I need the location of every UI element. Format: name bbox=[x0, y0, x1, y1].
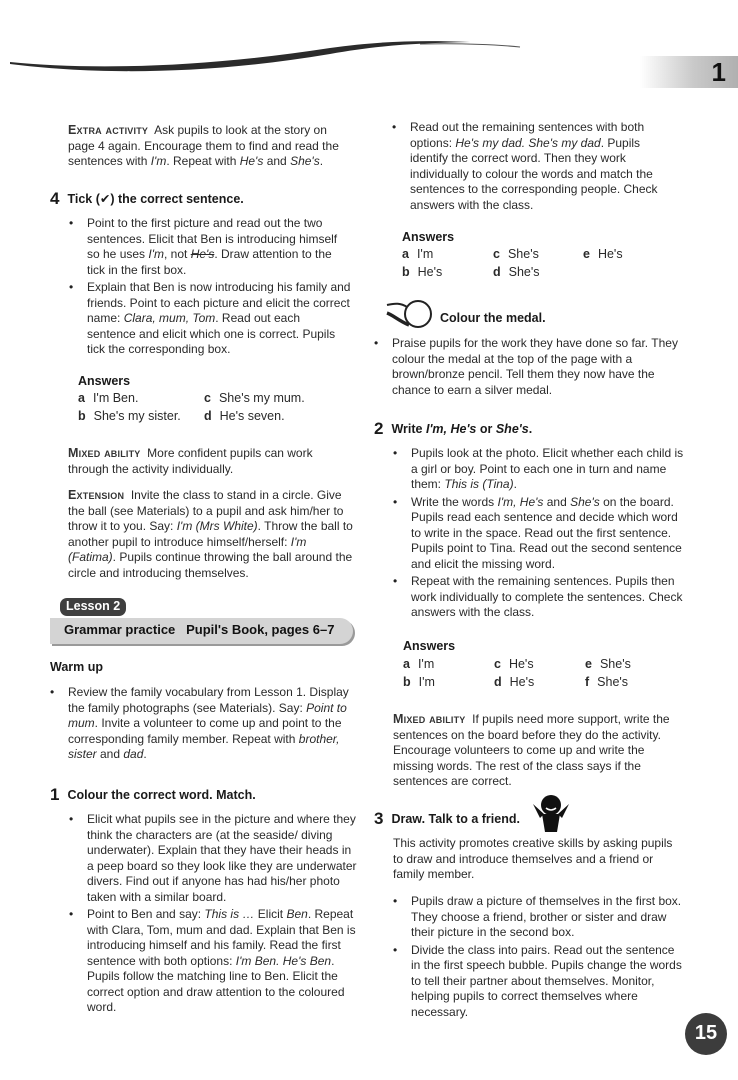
page-number: 15 bbox=[685, 1013, 727, 1055]
bullet-text: Review the family vocabulary from Lesson 1. Display the family photographs (see Materials). Say: bbox=[68, 685, 349, 715]
section-title: Colour the correct word. Match. bbox=[67, 788, 256, 802]
answer-item bbox=[402, 247, 433, 263]
bullet-text: Praise pupils for the work they have done so far. They colour the medal at the top of the page with a brown/bronze pencil. Tell them they now have the chance to earn a silver medal. bbox=[392, 336, 678, 397]
answer-letter: b bbox=[403, 675, 411, 689]
answer-item bbox=[403, 657, 434, 673]
answer-letter: b bbox=[78, 409, 86, 423]
bullet-text: Elicit bbox=[254, 907, 287, 921]
answer-text: He's bbox=[417, 265, 443, 279]
bullet-text: Elicit what pupils see in the picture and where they think the characters are (at the seaside/ diving underwater). Explain that they have their heads in a peep board so they look like they are underwater divers. Find out if anyone has had his/her photo taken with a similar board. bbox=[87, 812, 357, 904]
warm-up-heading: Warm up bbox=[50, 660, 104, 674]
answer-letter: d bbox=[494, 675, 502, 689]
answer-letter: a bbox=[403, 657, 410, 671]
bullet-text: , not bbox=[164, 247, 191, 261]
bullet-text: . Invite a volunteer to come up and point to the corresponding family member. Repeat with bbox=[68, 716, 342, 746]
answer-item bbox=[78, 391, 138, 407]
medal-bullets bbox=[392, 336, 682, 398]
section-title: Tick (✔) the correct sentence. bbox=[67, 192, 244, 206]
answer-text: He's bbox=[597, 247, 623, 261]
bullet-text: . bbox=[143, 747, 147, 761]
bullet-text: Pupils look at the photo. Elicit whether each child is a girl or boy. Point to each one in turn and name them: bbox=[411, 446, 684, 491]
bullet-text: Point to the first picture and read out the two sentences. Elicit that Ben is introducing himself so he uses bbox=[87, 216, 338, 261]
bullet-em: brother, sister bbox=[68, 731, 340, 761]
lesson-badge: Lesson 2 bbox=[60, 598, 126, 616]
answer-item bbox=[494, 657, 534, 673]
bullet-text: . Pupils follow the matching line to Ben. Elicit the correct option and draw attention to the coloured word. bbox=[87, 953, 345, 1014]
answer-item bbox=[493, 265, 540, 281]
list-item bbox=[68, 685, 358, 763]
bullet-em: This is … bbox=[204, 907, 255, 921]
extra-activity-text: and bbox=[263, 154, 291, 168]
chapter-number: 1 bbox=[711, 57, 726, 87]
bullet-text: . Draw attention to the tick in the first box. bbox=[87, 247, 332, 277]
answer-letter: c bbox=[493, 247, 500, 261]
bullet-em: I'm bbox=[148, 247, 164, 261]
section-4-bullets bbox=[87, 216, 352, 358]
extra-activity-text: Ask pupils to look at the story on page 4 again. Encourage them to find and read the sentences with bbox=[68, 123, 339, 168]
section-title: Draw. Talk to a friend. bbox=[391, 812, 520, 826]
section-number: 2 bbox=[374, 419, 384, 438]
list-item bbox=[411, 894, 683, 941]
answer-item bbox=[402, 265, 442, 281]
answer-text: I'm bbox=[418, 675, 435, 689]
section-1-bullets bbox=[87, 812, 357, 1016]
answer-item bbox=[585, 657, 631, 673]
answer-text: She's my sister. bbox=[93, 409, 181, 423]
section-3-heading bbox=[374, 810, 520, 828]
section-1-heading bbox=[50, 786, 256, 804]
section-title-em: I'm, He's bbox=[425, 422, 477, 436]
bullet-text: . Repeat with Clara, Tom, mum and dad. Explain that Ben is introducing himself and his family. Read the first sentence with both options: bbox=[87, 907, 356, 968]
extension-em: I'm (Mrs White) bbox=[176, 519, 258, 533]
extension-note bbox=[68, 488, 353, 581]
lesson-title: Grammar practice Pupil's Book, pages 6–7 bbox=[64, 622, 335, 637]
bullet-text: . Read out each sentence and elicit which one is correct. Pupils tick the corresponding box. bbox=[87, 311, 336, 356]
answer-text: I'm Ben. bbox=[92, 391, 139, 405]
bullet-text: Write the words bbox=[411, 494, 498, 509]
answer-text: He's bbox=[509, 675, 535, 689]
answer-letter: a bbox=[402, 247, 409, 261]
answer-letter: f bbox=[585, 675, 590, 689]
extra-activity-text: . bbox=[319, 154, 324, 168]
extension-text: Invite the class to stand in a circle. Give the ball (see Materials) to a pupil and ask him/her to throw it to you. Say: bbox=[68, 488, 344, 533]
bullet-text: Point to Ben and say: bbox=[87, 907, 205, 921]
bullet-em: Ben bbox=[286, 907, 308, 921]
bullet-em: This is (Tina) bbox=[444, 477, 514, 491]
answer-text: She's bbox=[507, 247, 539, 261]
extra-activity-note bbox=[68, 123, 353, 170]
answers-title: Answers bbox=[402, 230, 455, 244]
bullet-em: Clara, mum, Tom bbox=[123, 311, 216, 325]
chapter-tab bbox=[640, 56, 738, 88]
bullet-em: I'm, He's bbox=[497, 494, 544, 509]
section-number: 3 bbox=[374, 809, 384, 828]
section-3-intro-text: This activity promotes creative skills by asking pupils to draw and introduce themselves and a friend or family member. bbox=[393, 836, 673, 881]
section-4-heading bbox=[50, 190, 244, 208]
list-item bbox=[87, 216, 352, 278]
list-item bbox=[392, 336, 682, 398]
bullet-text: Repeat with the remaining sentences. Pupils then work individually to complete the sentences. Check answers with the class. bbox=[411, 574, 683, 619]
answer-text: She's my mum. bbox=[218, 391, 305, 405]
speaking-child-icon bbox=[530, 792, 572, 834]
mixed-ability-label: Mixed ability bbox=[68, 446, 141, 460]
answer-text: She's bbox=[597, 675, 629, 689]
section-3-intro bbox=[393, 836, 683, 883]
bullet-text: on the board. Pupils read each sentence and decide which word to write in the space. Read out the first sentence. Pupils point to Tina. Read out the second sentence and elicit the missing word. bbox=[411, 494, 682, 571]
answer-item bbox=[493, 247, 539, 263]
extension-text: . Throw the ball to another pupil to introduce himself/herself: bbox=[68, 519, 353, 549]
answer-letter: e bbox=[583, 247, 590, 261]
bullet-em: dad bbox=[123, 747, 144, 761]
bullet-text: Pupils draw a picture of themselves in the first box. They choose a friend, brother or sister and draw their picture in the second box. bbox=[411, 894, 682, 939]
bullet-text: Read out the remaining sentences with both options: bbox=[410, 120, 645, 150]
medal-pencil-icon bbox=[385, 297, 435, 331]
bullet-text: Divide the class into pairs. Read out the sentence in the first speech bubble. Pupils change the words to tell their partner about themselves. Monitor, helping pupils to correct themselves where necessary. bbox=[411, 942, 682, 1019]
answer-letter: e bbox=[585, 657, 592, 671]
bullet-text: and bbox=[543, 494, 571, 509]
mixed-ability-label: Mixed ability bbox=[393, 712, 466, 726]
extension-label: Extension bbox=[68, 488, 125, 502]
bullet-text: Explain that Ben is now introducing his family and friends. Point to each picture and elicit the correct name: bbox=[87, 280, 351, 325]
list-item bbox=[411, 943, 683, 1021]
extra-activity-em: She's bbox=[290, 154, 320, 168]
mixed-ability-note bbox=[68, 446, 348, 477]
section-title: or bbox=[476, 422, 496, 436]
list-item bbox=[411, 495, 686, 573]
answer-text: She's bbox=[508, 265, 540, 279]
extra-activity-em: I'm bbox=[150, 154, 167, 168]
remaining-sentences-bullet bbox=[410, 120, 675, 213]
answer-letter: d bbox=[493, 265, 501, 279]
extension-em: I'm (Fatima) bbox=[68, 534, 307, 564]
section-2-bullets bbox=[411, 446, 686, 621]
list-item bbox=[410, 120, 675, 213]
list-item bbox=[87, 280, 352, 358]
section-title-em: She's bbox=[495, 422, 529, 436]
answer-item bbox=[204, 409, 285, 425]
extra-activity-em: He's bbox=[239, 154, 264, 168]
answer-text: He's bbox=[508, 657, 534, 671]
section-number: 1 bbox=[50, 785, 60, 804]
warm-up-bullets bbox=[68, 685, 358, 763]
extra-activity-text: . Repeat with bbox=[166, 154, 240, 168]
section-title: Write bbox=[391, 422, 426, 436]
section-number: 4 bbox=[50, 189, 60, 208]
lesson-title-bar bbox=[50, 618, 353, 644]
answers-title: Answers bbox=[403, 639, 456, 653]
bullet-text: . bbox=[513, 477, 517, 491]
answer-letter: c bbox=[494, 657, 501, 671]
answer-text: She's bbox=[599, 657, 631, 671]
section-3-bullets bbox=[411, 894, 683, 1020]
list-item bbox=[411, 446, 686, 493]
list-item bbox=[87, 812, 357, 905]
section-2-heading bbox=[374, 420, 532, 438]
mixed-ability-note bbox=[393, 712, 685, 790]
list-item bbox=[87, 907, 357, 1016]
bullet-text: . Pupils identify the correct word. Then they work individually to colour the words and match the sentences to the corresponding people. Check answers with the class. bbox=[410, 135, 658, 212]
answer-letter: b bbox=[402, 265, 410, 279]
bullet-em: He's my dad. She's my dad bbox=[455, 135, 601, 150]
mixed-ability-text: If pupils need more support, write the sentences on the board before they do the activity. Encourage volunteers to come up and write the missing words. The rest of the class says if the sentences are correct. bbox=[393, 712, 670, 788]
extension-text: . Pupils continue throwing the ball around the circle and introducing themselves. bbox=[68, 550, 353, 580]
bullet-em: I'm Ben. He's Ben bbox=[235, 953, 332, 968]
answer-item bbox=[403, 675, 435, 691]
answer-item bbox=[583, 247, 623, 263]
answer-letter: a bbox=[78, 391, 85, 405]
answer-letter: d bbox=[204, 409, 212, 423]
bullet-strike: He's bbox=[190, 247, 215, 261]
answer-item bbox=[204, 391, 305, 407]
answer-text: I'm bbox=[417, 657, 435, 671]
header-swoosh bbox=[0, 0, 738, 90]
answer-text: He's seven. bbox=[219, 409, 285, 423]
answer-item bbox=[78, 409, 181, 425]
answer-letter: c bbox=[204, 391, 211, 405]
bullet-text: and bbox=[96, 747, 124, 761]
answers-title: Answers bbox=[78, 374, 131, 388]
section-title: . bbox=[528, 422, 533, 436]
answer-item bbox=[494, 675, 534, 691]
mixed-ability-text: More confident pupils can work through the activity individually. bbox=[68, 446, 313, 476]
answer-text: I'm bbox=[416, 247, 434, 261]
list-item bbox=[411, 574, 686, 621]
medal-heading: Colour the medal. bbox=[440, 311, 546, 325]
extra-activity-label: Extra activity bbox=[68, 123, 149, 137]
answer-item bbox=[585, 675, 628, 691]
bullet-em: She's bbox=[570, 494, 600, 509]
bullet-em: Point to mum bbox=[68, 700, 347, 730]
